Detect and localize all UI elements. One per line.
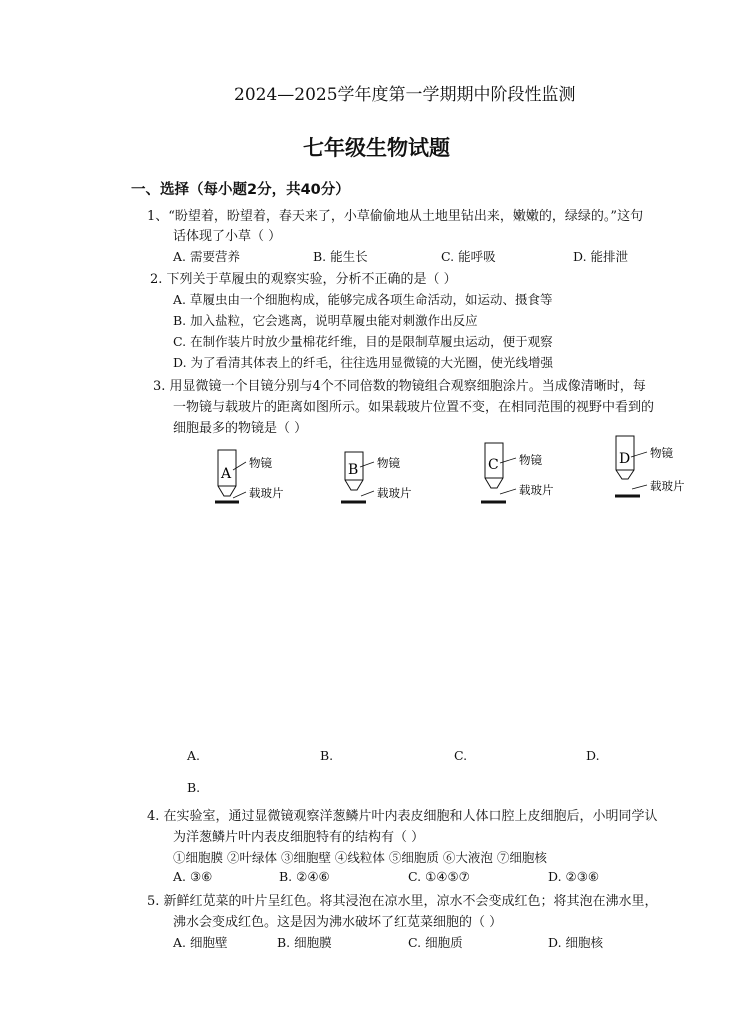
q3-answer-d: D. xyxy=(586,748,600,763)
q4-option-a: A. ③⑥ xyxy=(173,869,213,884)
lens-c-objective-label: 物镜 xyxy=(519,453,542,467)
q1-stem-line1: 1、“盼望着，盼望着，春天来了，小草偷偷地从土地里钻出来，嫩嫩的，绿绿的。”这句 xyxy=(147,209,644,224)
q5-stem-line2: 沸水会变成红色。这是因为沸水破坏了红苋菜细胞的（ ） xyxy=(173,915,503,930)
q1-option-d: D. 能排泄 xyxy=(573,249,629,264)
objective-lens-b xyxy=(341,452,412,502)
q3-stem-line3: 细胞最多的物镜是（ ） xyxy=(173,421,308,436)
lens-d-slide-label: 载玻片 xyxy=(650,479,685,493)
q1-option-b: B. 能生长 xyxy=(313,249,368,264)
q3-answer-b-repeat: B. xyxy=(187,780,201,795)
q3-answer-a: A. xyxy=(187,748,201,763)
q5-option-b: B. 细胞膜 xyxy=(277,935,332,950)
q1-stem-line2: 话体现了小草（ ） xyxy=(173,229,282,244)
page-title: 七年级生物试题 xyxy=(303,136,450,160)
q1-option-a: A. 需要营养 xyxy=(173,249,240,264)
lens-letter-c: C xyxy=(488,457,499,473)
lens-letter-b: B xyxy=(348,462,359,478)
section-heading: 一、选择（每小题2分，共40分） xyxy=(131,182,350,198)
q3-answer-c: C. xyxy=(454,748,468,763)
q1-option-c: C. 能呼吸 xyxy=(441,249,496,264)
lens-c-slide-label: 载玻片 xyxy=(519,483,554,497)
lens-b-slide-label: 载玻片 xyxy=(377,486,412,500)
q4-structures: ①细胞膜 ②叶绿体 ③细胞壁 ④线粒体 ⑤细胞质 ⑥大液泡 ⑦细胞核 xyxy=(173,850,547,865)
q3-answer-b: B. xyxy=(320,748,334,763)
q3-stem-line1: 3. 用显微镜一个目镜分别与4个不同倍数的物镜组合观察细胞涂片。当成像清晰时，每 xyxy=(153,379,646,394)
q4-stem-line2: 为洋葱鳞片叶内表皮细胞特有的结构有（ ） xyxy=(173,830,425,845)
q5-option-d: D. 细胞核 xyxy=(548,935,604,950)
lens-b-objective-label: 物镜 xyxy=(377,456,400,470)
q5-option-a: A. 细胞壁 xyxy=(173,935,228,950)
q5-stem-line1: 5. 新鲜红苋菜的叶片呈红色。将其浸泡在凉水里，凉水不会变成红色；将其泡在沸水里， xyxy=(147,894,658,909)
q4-option-d: D. ②③⑥ xyxy=(548,869,600,884)
q2-option-d: D. 为了看清其体表上的纤毛，往往选用显微镜的大光圈，使光线增强 xyxy=(173,355,554,370)
q2-option-a: A. 草履虫由一个细胞构成，能够完成各项生命活动，如运动、摄食等 xyxy=(173,292,553,307)
lens-letter-a: A xyxy=(221,466,232,482)
q2-stem: 2. 下列关于草履虫的观察实验，分析不正确的是（ ） xyxy=(150,272,457,287)
objective-lens-d xyxy=(615,436,685,496)
objective-lens-c xyxy=(481,443,554,502)
lens-letter-d: D xyxy=(619,451,631,467)
lens-a-objective-label: 物镜 xyxy=(249,456,272,470)
q3-stem-line2: 一物镜与载玻片的距离如图所示。如果载玻片位置不变，在相同范围的视野中看到的 xyxy=(173,400,655,415)
q2-option-c: C. 在制作装片时放少量棉花纤维，目的是限制草履虫运动，便于观察 xyxy=(173,334,553,349)
q4-stem-line1: 4. 在实验室，通过显微镜观察洋葱鳞片叶内表皮细胞和人体口腔上皮细胞后，小明同学认 xyxy=(147,809,658,824)
lens-a-slide-label: 载玻片 xyxy=(249,486,284,500)
exam-name: 2024—2025学年度第一学期期中阶段性监测 xyxy=(234,85,576,105)
q5-option-c: C. 细胞质 xyxy=(408,935,463,950)
objective-lens-a xyxy=(215,450,284,502)
q4-option-c: C. ①④⑤⑦ xyxy=(408,869,470,884)
lens-d-objective-label: 物镜 xyxy=(650,446,673,460)
q4-option-b: B. ②④⑥ xyxy=(279,869,330,884)
q2-option-b: B. 加入盐粒，它会逃离，说明草履虫能对刺激作出反应 xyxy=(173,313,478,328)
